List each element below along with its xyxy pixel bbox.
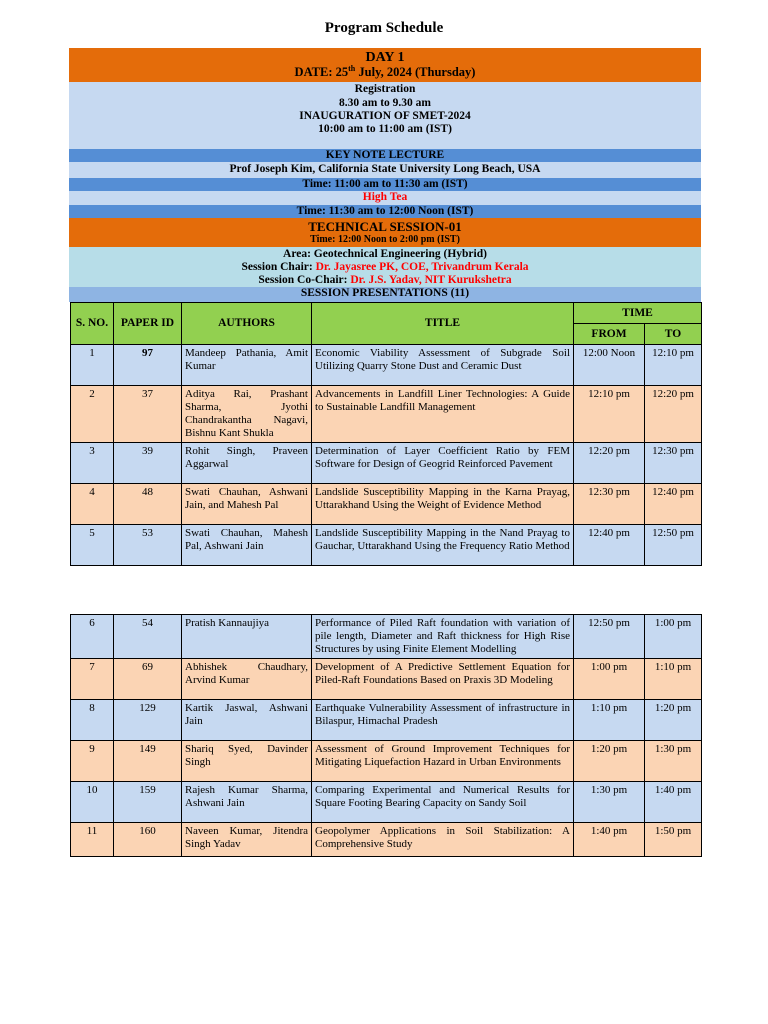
keynote-time: Time: 11:00 am to 11:30 am (IST) bbox=[69, 178, 701, 191]
keynote-speaker: Prof Joseph Kim, California State University Long Beach, USA bbox=[69, 162, 701, 178]
cell-paper-id: 129 bbox=[114, 700, 182, 741]
cell-title: Assessment of Ground Improvement Techniques for Mitigating Liquefaction Hazard in Urban Environments bbox=[312, 741, 574, 782]
spacer-band bbox=[69, 137, 701, 149]
cell-from: 12:50 pm bbox=[574, 615, 645, 659]
session-area: Area: Geotechnical Engineering (Hybrid) bbox=[283, 248, 487, 260]
cell-to: 12:50 pm bbox=[645, 525, 702, 566]
cell-paper-id: 39 bbox=[114, 443, 182, 484]
schedule-table-part-1 bbox=[70, 302, 702, 566]
cell-sno: 11 bbox=[71, 823, 114, 857]
cell-from: 1:00 pm bbox=[574, 659, 645, 700]
cell-sno: 8 bbox=[71, 700, 114, 741]
cell-authors: Swati Chauhan, Ashwani Jain, and Mahesh Pal bbox=[182, 484, 312, 525]
cell-paper-id: 54 bbox=[114, 615, 182, 659]
day-header bbox=[69, 48, 701, 82]
cell-paper-id: 160 bbox=[114, 823, 182, 857]
cell-authors: Pratish Kannaujiya bbox=[182, 615, 312, 659]
cell-sno: 5 bbox=[71, 525, 114, 566]
registration-time: 8.30 am to 9.30 am bbox=[339, 97, 431, 109]
table-row bbox=[71, 443, 702, 484]
cell-authors: Rohit Singh, Praveen Aggarwal bbox=[182, 443, 312, 484]
session-time: Time: 12:00 Noon to 2:00 pm (IST) bbox=[310, 234, 460, 245]
cell-sno: 1 bbox=[71, 345, 114, 386]
cell-title: Economic Viability Assessment of Subgrade Soil Utilizing Quarry Stone Dust and Ceramic Dust bbox=[312, 345, 574, 386]
cell-to: 12:30 pm bbox=[645, 443, 702, 484]
table-row bbox=[71, 484, 702, 525]
cell-authors: Swati Chauhan, Mahesh Pal, Ashwani Jain bbox=[182, 525, 312, 566]
header-sno: S. NO. bbox=[71, 303, 114, 345]
header-from: FROM bbox=[574, 324, 645, 345]
cell-sno: 10 bbox=[71, 782, 114, 823]
cell-title: Development of A Predictive Settlement Equation for Piled-Raft Foundations Based on Praxis 3D Modeling bbox=[312, 659, 574, 700]
cell-to: 12:40 pm bbox=[645, 484, 702, 525]
cell-authors: Aditya Rai, Prashant Sharma, Jyothi Chandrakantha Nagavi, Bishnu Kant Shukla bbox=[182, 386, 312, 443]
cell-paper-id: 159 bbox=[114, 782, 182, 823]
table-row bbox=[71, 345, 702, 386]
cell-authors: Shariq Syed, Davinder Singh bbox=[182, 741, 312, 782]
cell-title: Earthquake Vulnerability Assessment of infrastructure in Bilaspur, Himachal Pradesh bbox=[312, 700, 574, 741]
table-row bbox=[71, 525, 702, 566]
cell-title: Performance of Piled Raft foundation with variation of pile length, Diameter and Raft thickness for High Rise Structures by using Finite Element Modelling bbox=[312, 615, 574, 659]
cell-paper-id: 149 bbox=[114, 741, 182, 782]
cell-title: Advancements in Landfill Liner Technologies: A Guide to Sustainable Landfill Management bbox=[312, 386, 574, 443]
registration-block bbox=[69, 82, 701, 137]
inauguration-time: 10:00 am to 11:00 am (IST) bbox=[318, 123, 452, 135]
cell-from: 1:30 pm bbox=[574, 782, 645, 823]
table-row bbox=[71, 823, 702, 857]
session-cochair: Session Co-Chair: Dr. J.S. Yadav, NIT Kurukshetra bbox=[258, 274, 512, 286]
cell-to: 1:20 pm bbox=[645, 700, 702, 741]
header-authors: AUTHORS bbox=[182, 303, 312, 345]
high-tea-label: High Tea bbox=[69, 191, 701, 205]
table-row bbox=[71, 615, 702, 659]
cell-sno: 3 bbox=[71, 443, 114, 484]
cell-title: Landslide Susceptibility Mapping in the Karna Prayag, Uttarakhand Using the Weight of Evidence Method bbox=[312, 484, 574, 525]
session-presentations: SESSION PRESENTATIONS (11) bbox=[69, 287, 701, 302]
cell-paper-id: 37 bbox=[114, 386, 182, 443]
session-info bbox=[69, 247, 701, 287]
cell-sno: 2 bbox=[71, 386, 114, 443]
cell-paper-id: 53 bbox=[114, 525, 182, 566]
table-row bbox=[71, 700, 702, 741]
cell-authors: Rajesh Kumar Sharma, Ashwani Jain bbox=[182, 782, 312, 823]
cell-from: 12:10 pm bbox=[574, 386, 645, 443]
cell-to: 1:10 pm bbox=[645, 659, 702, 700]
cell-from: 12:40 pm bbox=[574, 525, 645, 566]
inauguration-label: INAUGURATION OF SMET-2024 bbox=[299, 110, 471, 122]
header-to: TO bbox=[645, 324, 702, 345]
session-title: TECHNICAL SESSION-01 bbox=[308, 219, 462, 234]
session-header bbox=[69, 218, 701, 247]
cell-from: 1:20 pm bbox=[574, 741, 645, 782]
day-label: DAY 1 bbox=[365, 50, 405, 65]
cell-title: Landslide Susceptibility Mapping in the Nand Prayag to Gauchar, Uttarakhand Using the Frequency Ratio Method bbox=[312, 525, 574, 566]
cell-title: Geopolymer Applications in Soil Stabilization: A Comprehensive Study bbox=[312, 823, 574, 857]
cell-authors: Mandeep Pathania, Amit Kumar bbox=[182, 345, 312, 386]
session-chair: Session Chair: Dr. Jayasree PK, COE, Trivandrum Kerala bbox=[241, 261, 529, 273]
cell-paper-id: 69 bbox=[114, 659, 182, 700]
page-title: Program Schedule bbox=[324, 20, 444, 36]
day-date: DATE: 25th July, 2024 (Thursday) bbox=[294, 63, 476, 79]
header-title: TITLE bbox=[312, 303, 574, 345]
cell-paper-id: 97 bbox=[114, 345, 182, 386]
cell-authors: Naveen Kumar, Jitendra Singh Yadav bbox=[182, 823, 312, 857]
cell-title: Comparing Experimental and Numerical Results for Square Footing Bearing Capacity on Sandy Soil bbox=[312, 782, 574, 823]
schedule-table-part-2 bbox=[70, 614, 702, 857]
cell-authors: Kartik Jaswal, Ashwani Jain bbox=[182, 700, 312, 741]
cell-from: 1:40 pm bbox=[574, 823, 645, 857]
cell-paper-id: 48 bbox=[114, 484, 182, 525]
cell-from: 12:20 pm bbox=[574, 443, 645, 484]
cell-to: 12:20 pm bbox=[645, 386, 702, 443]
table-row bbox=[71, 741, 702, 782]
high-tea-time: Time: 11:30 am to 12:00 Noon (IST) bbox=[69, 205, 701, 218]
cell-title: Determination of Layer Coefficient Ratio by FEM Software for Design of Geogrid Reinforced Pavement bbox=[312, 443, 574, 484]
session-chair-name: Dr. Jayasree PK, COE, Trivandrum Kerala bbox=[315, 261, 529, 273]
cell-to: 1:40 pm bbox=[645, 782, 702, 823]
table-row bbox=[71, 386, 702, 443]
cell-from: 12:30 pm bbox=[574, 484, 645, 525]
table-row bbox=[71, 659, 702, 700]
cell-to: 1:50 pm bbox=[645, 823, 702, 857]
cell-sno: 7 bbox=[71, 659, 114, 700]
header-paper-id: PAPER ID bbox=[114, 303, 182, 345]
cell-to: 1:00 pm bbox=[645, 615, 702, 659]
keynote-title: KEY NOTE LECTURE bbox=[69, 149, 701, 162]
header-time: TIME bbox=[574, 303, 702, 324]
cell-authors: Abhishek Chaudhary, Arvind Kumar bbox=[182, 659, 312, 700]
cell-sno: 4 bbox=[71, 484, 114, 525]
session-cochair-name: Dr. J.S. Yadav, NIT Kurukshetra bbox=[350, 274, 512, 286]
table-row bbox=[71, 782, 702, 823]
cell-to: 1:30 pm bbox=[645, 741, 702, 782]
cell-from: 1:10 pm bbox=[574, 700, 645, 741]
cell-to: 12:10 pm bbox=[645, 345, 702, 386]
cell-from: 12:00 Noon bbox=[574, 345, 645, 386]
cell-sno: 6 bbox=[71, 615, 114, 659]
cell-sno: 9 bbox=[71, 741, 114, 782]
registration-label: Registration bbox=[354, 83, 416, 95]
